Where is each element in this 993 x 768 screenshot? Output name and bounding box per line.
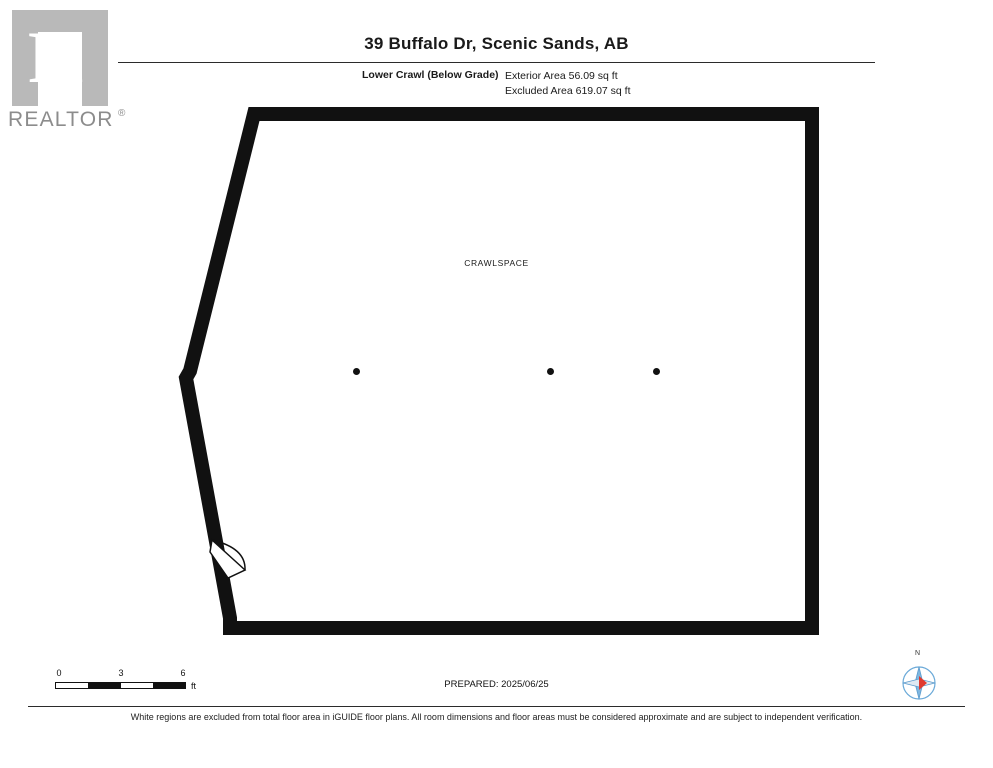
column-marker — [353, 368, 360, 375]
floor-level-label: Lower Crawl (Below Grade) — [362, 69, 499, 81]
floorplan-svg — [150, 100, 870, 660]
scale-tick-0: 0 — [56, 668, 62, 678]
exterior-area-text: Exterior Area 56.09 sq ft — [505, 70, 618, 82]
realtor-logo-mark — [12, 10, 108, 106]
area-summary — [505, 69, 631, 99]
footer-divider — [28, 706, 965, 707]
footer-disclaimer: White regions are excluded from total floor area in iGUIDE floor plans. All room dimensions and floor areas must be considered approximate and are subject to independent verification. — [130, 712, 863, 722]
compass-icon — [893, 658, 945, 708]
compass-north-label: N — [915, 650, 921, 657]
logo-wordmark: REALTOR — [8, 108, 114, 131]
scale-tick-3: 3 — [118, 668, 124, 678]
logo-bar-right — [82, 10, 108, 106]
realtor-logo — [8, 8, 128, 138]
logo-registered-mark: ® — [118, 108, 126, 119]
scale-tick-6: 6 — [180, 668, 186, 678]
header-divider — [118, 62, 875, 63]
compass-rose — [893, 650, 945, 708]
floorplan-interior-fill — [192, 119, 805, 621]
page-title: 39 Buffalo Dr, Scenic Sands, AB — [364, 34, 629, 53]
column-marker — [653, 368, 660, 375]
prepared-date: PREPARED: 2025/06/25 — [444, 679, 549, 690]
column-marker — [547, 368, 554, 375]
logo-letter: R — [28, 17, 82, 99]
excluded-area-text: Excluded Area 619.07 sq ft — [505, 85, 631, 97]
floorplan-drawing — [150, 100, 870, 660]
scale-unit-label: ft — [191, 681, 197, 691]
room-label-crawlspace: CRAWLSPACE — [464, 258, 529, 268]
